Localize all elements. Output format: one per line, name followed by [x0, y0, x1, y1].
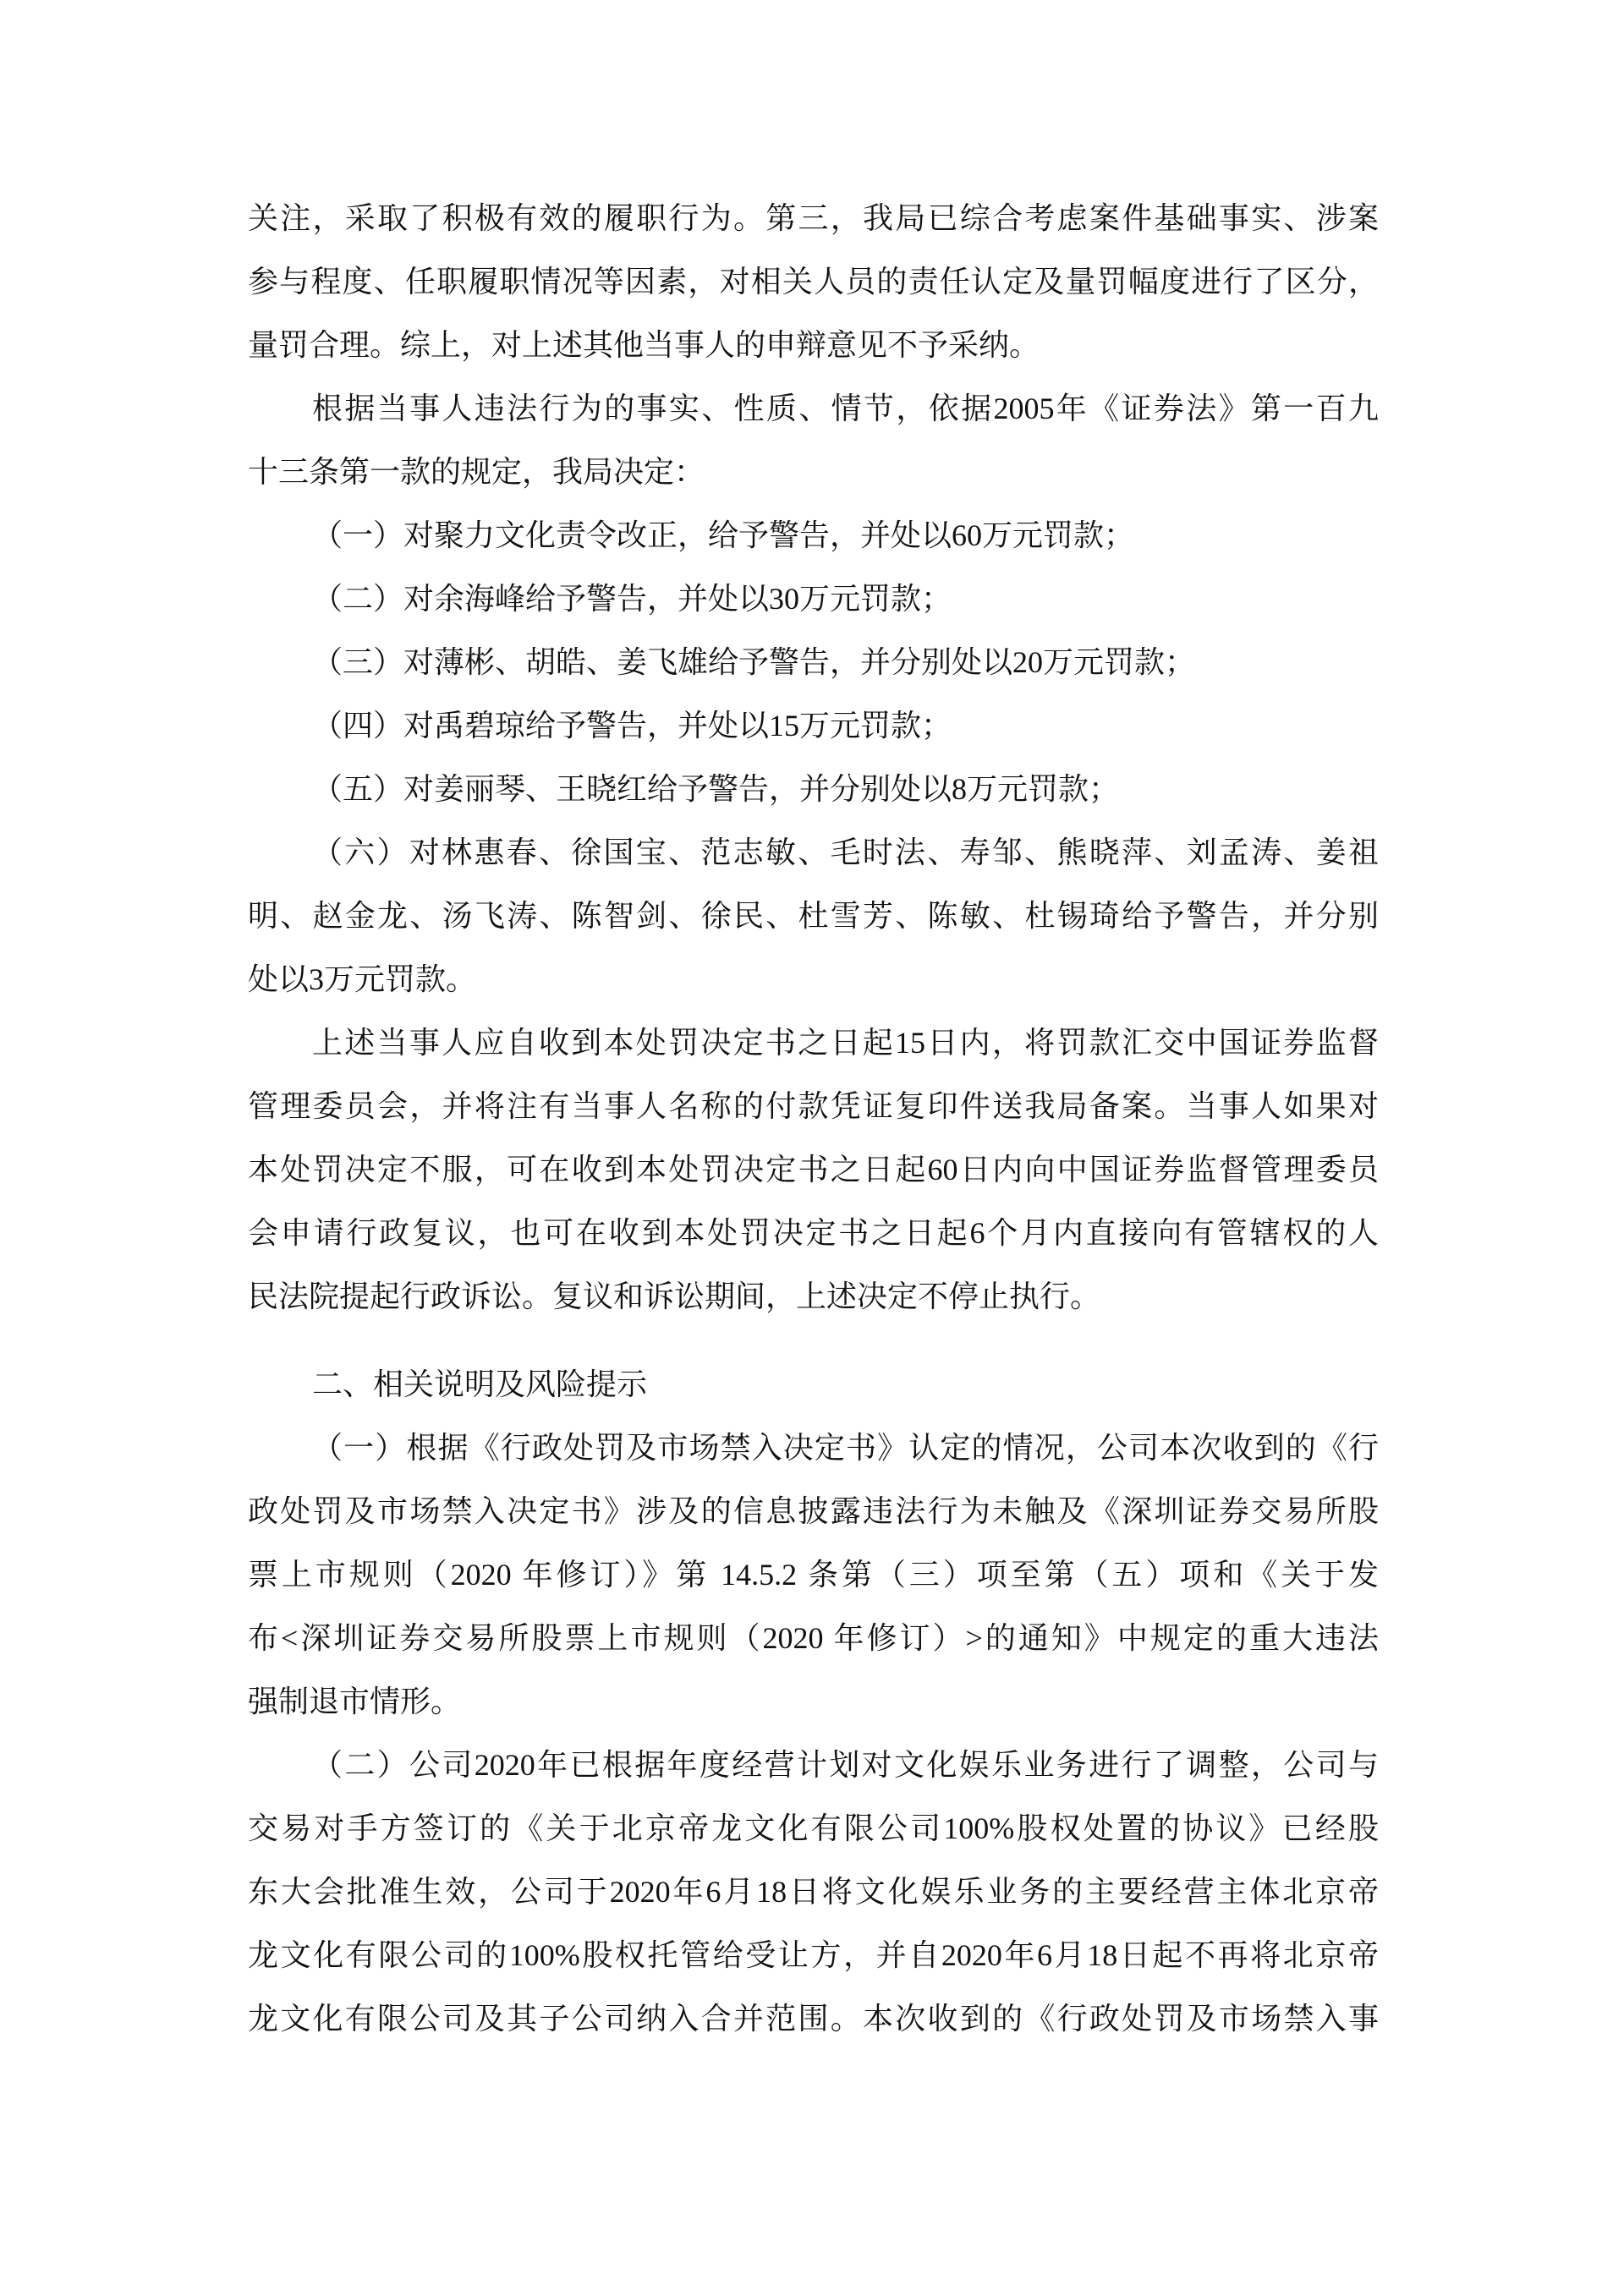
- paragraph-decision-intro: [248, 377, 1379, 504]
- text-line: 龙文化有限公司及其子公司纳入合并范围。本次收到的《行政处罚及市场禁入事: [248, 2002, 1379, 2036]
- text-line: 参与程度、任职履职情况等因素，对相关人员的责任认定及量罚幅度进行了区分，: [248, 265, 1379, 299]
- penalty-item-3: （三）对薄彬、胡皓、姜飞雄给予警告，并分别处以20万元罚款；: [312, 645, 1196, 679]
- text-line: 根据当事人违法行为的事实、性质、情节，依据2005年《证券法》第一百九: [312, 392, 1379, 425]
- penalty-item-6: [248, 821, 1379, 1011]
- penalty-list: [248, 504, 1379, 1011]
- text-line: 上述当事人应自收到本处罚决定书之日起15日内，将罚款汇交中国证券监督: [312, 1026, 1379, 1060]
- section-heading: 二、相关说明及风险提示: [312, 1367, 648, 1401]
- penalty-item-2: （二）对余海峰给予警告，并处以30万元罚款；: [312, 582, 952, 616]
- text-line: 十三条第一款的规定，我局决定：: [248, 455, 705, 489]
- text-line: 政处罚及市场禁入决定书》涉及的信息披露违法行为未触及《深圳证券交易所股: [248, 1494, 1379, 1528]
- paragraph-payment-notice: [248, 1011, 1379, 1329]
- text-line: 会申请行政复议，也可在收到本处罚决定书之日起6个月内直接向有管辖权的人: [248, 1216, 1379, 1250]
- document-body-part2: [248, 1417, 1379, 2051]
- text-line: （二）公司2020年已根据年度经营计划对文化娱乐业务进行了调整，公司与: [312, 1748, 1379, 1782]
- text-line: 布<深圳证券交易所股票上市规则（2020 年修订）>的通知》中规定的重大违法: [248, 1621, 1379, 1655]
- text-line: 东大会批准生效，公司于2020年6月18日将文化娱乐业务的主要经营主体北京帝: [248, 1875, 1379, 1909]
- document-body-part1: [248, 187, 1379, 1329]
- text-line: 票上市规则（2020 年修订）》第 14.5.2 条第（三）项至第（五）项和《关于发: [248, 1558, 1379, 1592]
- penalty-item-1: （一）对聚力文化责令改正，给予警告，并处以60万元罚款；: [312, 518, 1135, 552]
- paragraph-prior-continuation: [248, 187, 1379, 377]
- text-line: 强制退市情形。: [248, 1685, 462, 1718]
- text-line: （一）根据《行政处罚及市场禁入决定书》认定的情况，公司本次收到的《行: [312, 1431, 1379, 1465]
- paragraph-explanation-1: [248, 1417, 1379, 1734]
- penalty-item-5: （五）对姜丽琴、王晓红给予警告，并分别处以8万元罚款；: [312, 772, 1120, 806]
- text-line: （六）对林惠春、徐国宝、范志敏、毛时法、寿邹、熊晓萍、刘孟涛、姜祖: [312, 836, 1379, 869]
- text-line: 量罚合理。综上，对上述其他当事人的申辩意见不予采纳。: [248, 328, 1040, 362]
- text-line: 处以3万元罚款。: [248, 962, 477, 996]
- text-line: 明、赵金龙、汤飞涛、陈智剑、徐民、杜雪芳、陈敏、杜锡琦给予警告，并分别: [248, 899, 1379, 933]
- text-line: 本处罚决定不服，可在收到本处罚决定书之日起60日内向中国证券监督管理委员: [248, 1153, 1379, 1186]
- text-line: 关注，采取了积极有效的履职行为。第三，我局已综合考虑案件基础事实、涉案: [248, 201, 1379, 235]
- text-line: 交易对手方签订的《关于北京帝龙文化有限公司100%股权处置的协议》已经股: [248, 1811, 1379, 1845]
- section-2: [248, 1353, 1379, 1417]
- text-line: 龙文化有限公司的100%股权托管给受让方，并自2020年6月18日起不再将北京帝: [248, 1938, 1379, 1972]
- penalty-item-4: （四）对禹碧琼给予警告，并处以15万元罚款；: [312, 709, 952, 743]
- paragraph-explanation-2: [248, 1734, 1379, 2051]
- text-line: 管理委员会，并将注有当事人名称的付款凭证复印件送我局备案。当事人如果对: [248, 1089, 1379, 1123]
- text-line: 民法院提起行政诉讼。复议和诉讼期间，上述决定不停止执行。: [248, 1280, 1101, 1313]
